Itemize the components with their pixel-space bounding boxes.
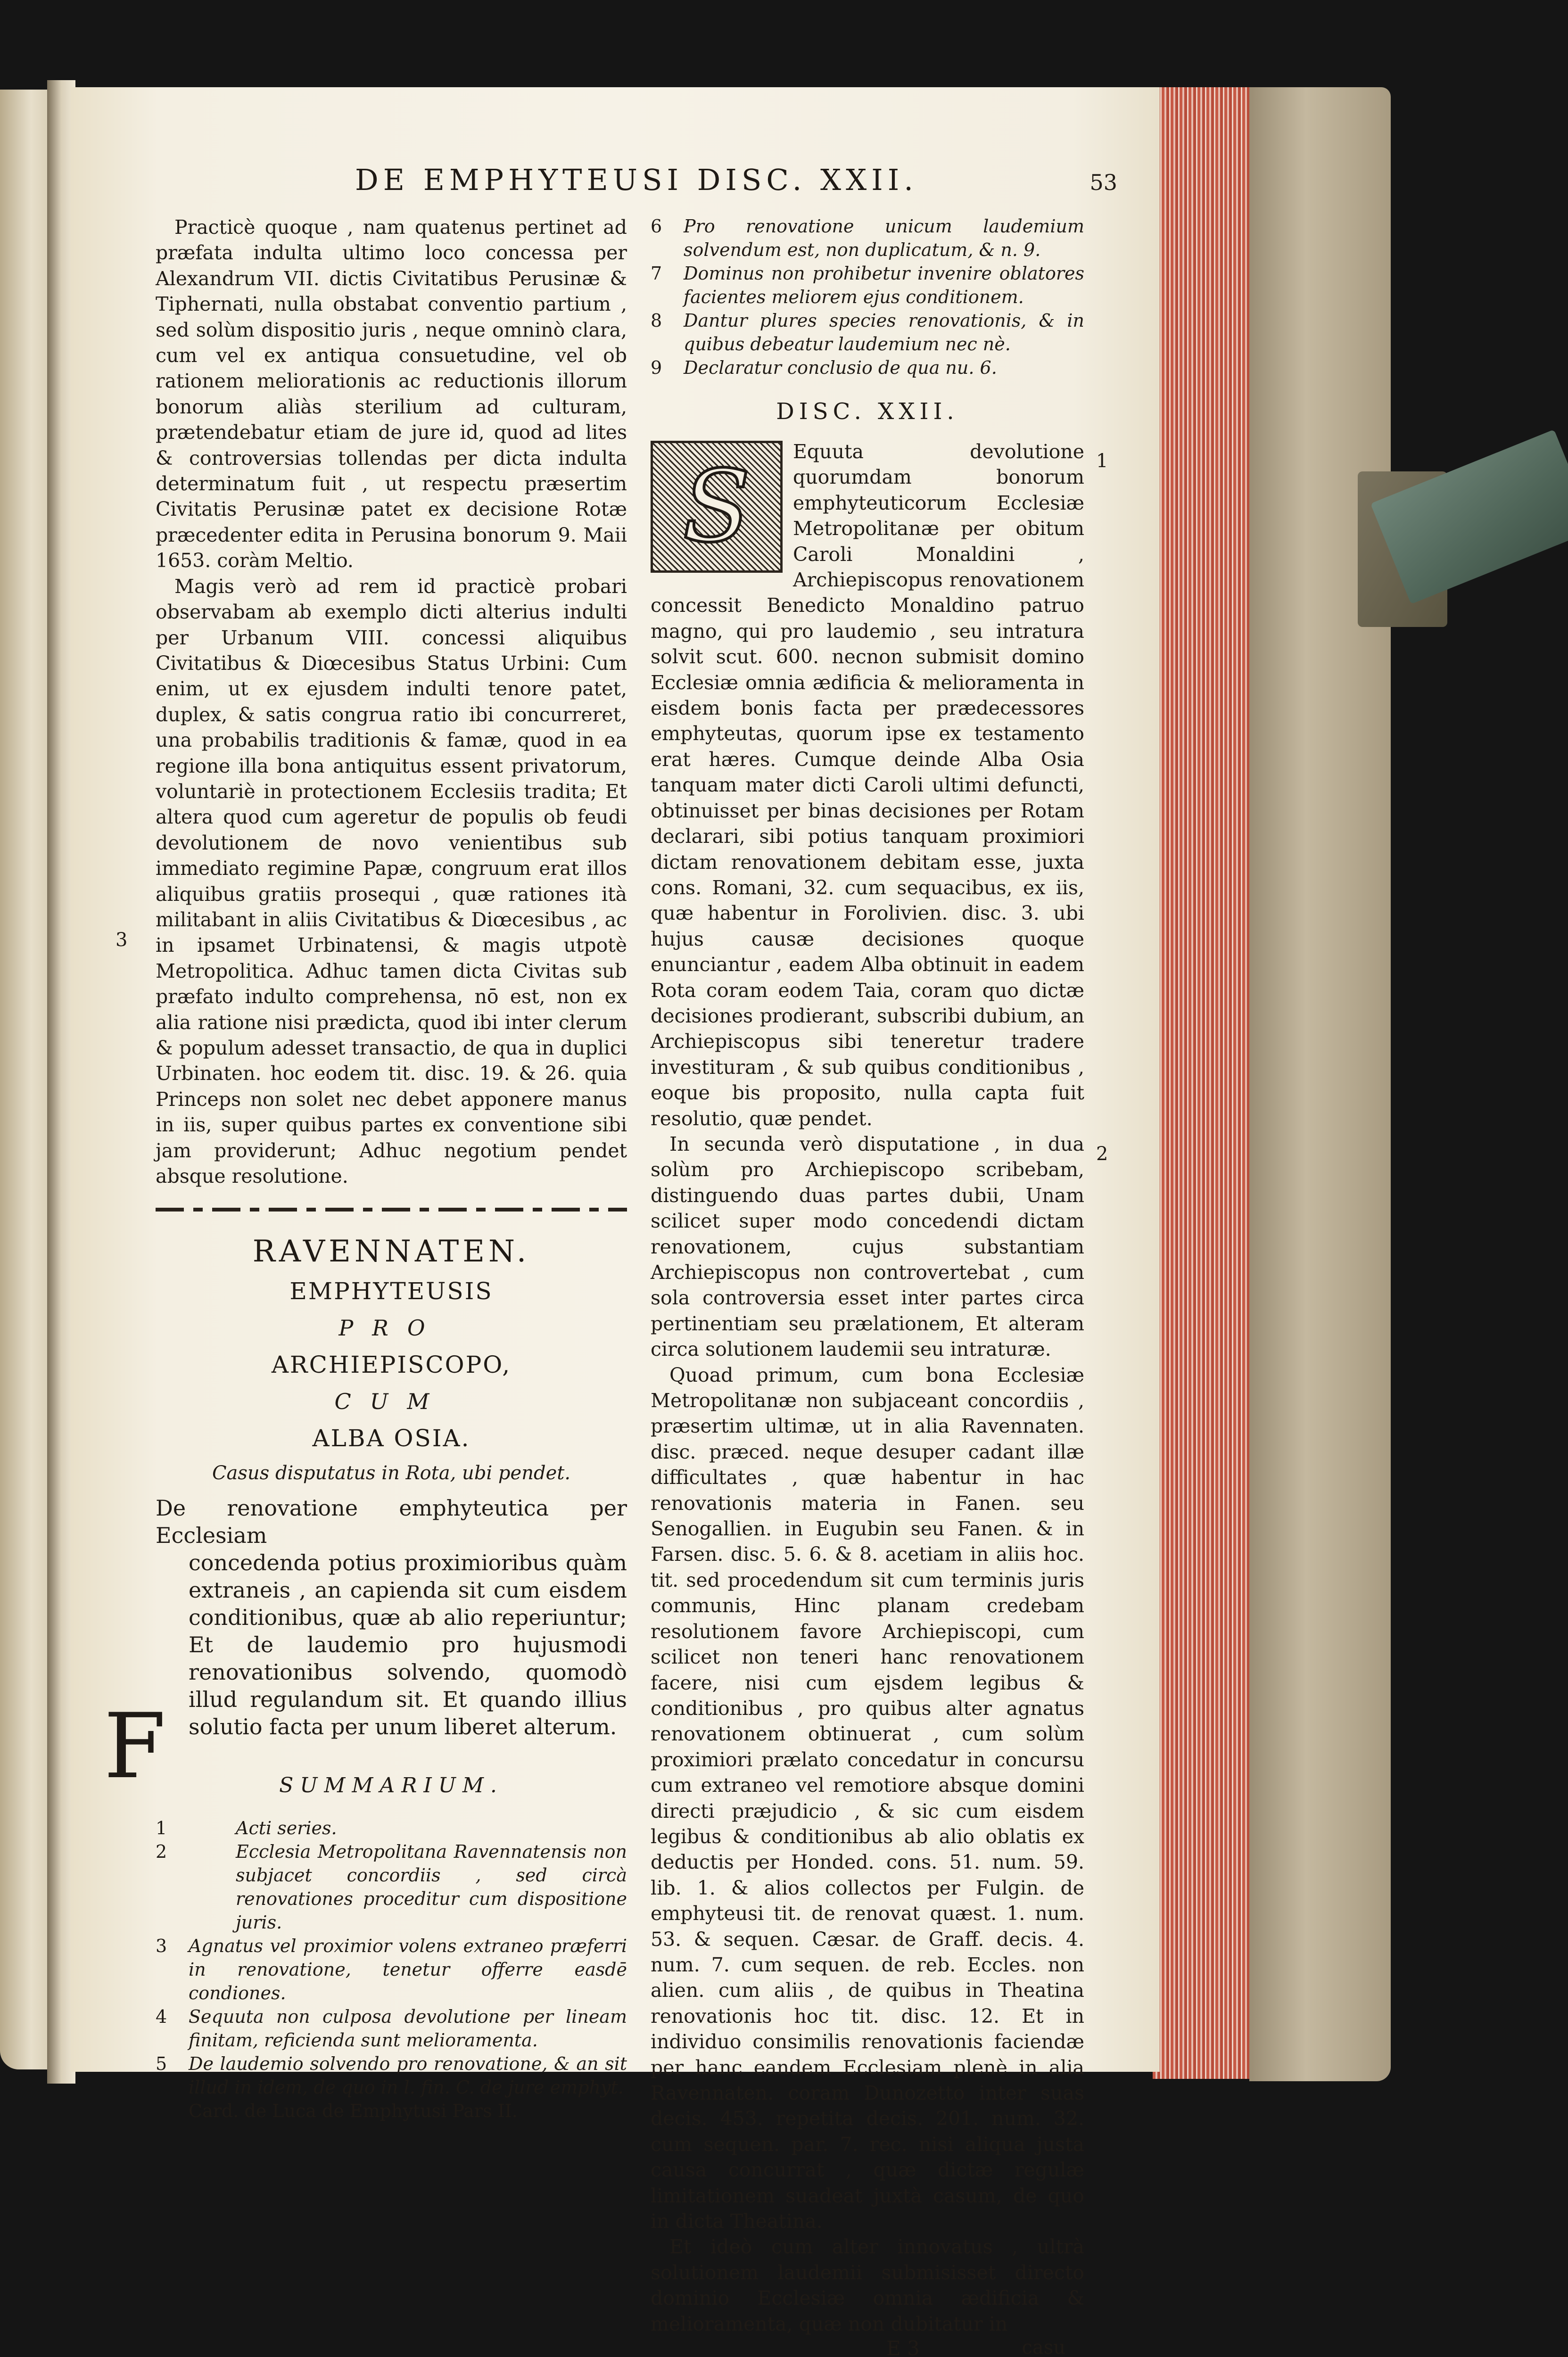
case-title-line: EMPHYTEUSIS	[289, 1277, 493, 1305]
case-title-line: ARCHIEPISCOPO,	[271, 1351, 512, 1379]
page-footer	[651, 2337, 1084, 2357]
summary-item	[651, 356, 1084, 379]
summary-item	[651, 309, 1084, 356]
paragraph: Practicè quoque , nam quatenus pertinet ad præfata indulta ultimo loco concessa per Alexandrum VII. dictis Civitatibus Perusinæ & Tiphernati, nulla obstabat conventio partium , sed solùm dispositio juris , neque omninò clara, cum vel ex antiqua consuetudine, vel ob rationem meliorationis ac reductionis illorum bonorum aliàs sterilium ad culturam, prætendebatur etiam de jure id, quod ad lites & controversias tollendas per dicta indulta determinatum fuit , ut respectu præsertim Civitatis Perusinæ patet ex decisione Rotæ præcedenter edita in Perusina bonorum 9. Maii 1653. coràm Meltio.	[156, 216, 627, 572]
argument-first-line: De renovatione emphyteutica per Ecclesiam	[156, 1495, 627, 1549]
case-subtitle: Casus disputatus in Rota, ubi pendet.	[212, 1462, 571, 1484]
paragraph: Quoad primum, cum bona Ecclesiæ Metropolitanæ non subjaceant concordiis , præsertim ultimæ, ut in alia Ravennaten. disc. præced. neque desuper cadant illæ difficultates , quæ habentur in hac renovationis materia in Fanen. seu Senogallien. in Eugubin seu Fanen. & in Farsen. disc. 5. 6. & 8. acetiam in aliis hoc. tit. sed procedendum sit cum terminis juris communis, Hinc planam credebam resolutionem favore Archiepiscopi, cum scilicet non teneri hanc renovationem facere, nisi cum ejsdem legibus & conditionibus , pro quibus alter agnatus renovationem obtinuerat , cum solùm proximiori prælato concedatur in concursu cum extraneo vel remotiore absque domini directi præjudicio , & sic cum eisdem legibus & conditionibus ab alio oblatis ex deductis per Honded. cons. 51. num. 59. lib. 1. & alios collectos per Fulgin. de emphyteusi tit. de renovat quæst. 1. num. 53. & sequen. Cæsar. de Graff. decis. 4. num. 7. cum sequen. de reb. Eccles. non alien. cum aliis , de quibus in Theatina renovationis hoc tit. disc. 12. Et in individuo consimilis renovationis faciendæ per hanc eandem Ecclesiam plenè in alia Ravennaten. coram Dunozetto inter suas decis. 453. repetita decis. 201. num. 32. cum sequen. par. 7. rec. nisi aliqua justa causa concurrat , quæ dictæ regulæ limitationem suadeat juxtà casum, de quo in dicta Theatina.	[651, 1363, 1084, 2233]
margin-number: 1	[1096, 450, 1108, 472]
summary-number: 7	[651, 263, 662, 284]
summary-text: Agnatus vel proximior volens extraneo præferri in renovatione, tenetur offerre easdē condiones.	[189, 1936, 627, 2004]
paragraph: In secunda verò disputatione , in dua solùm pro Archiepiscopo scribebam, distinguendo duas partes dubii, Unam scilicet super modo concedendi dictam renovationem, cujus substantiam Archiepiscopus non controvertebat , cum sola controversia esset inter partes circa pertinentiam seu prælationem, Et alteram circa solutionem laudemii seu intraturæ.	[651, 1132, 1084, 1361]
summary-item	[156, 1840, 627, 1934]
right-column	[651, 214, 1108, 2357]
summary-number: 2	[156, 1841, 167, 1863]
book-board	[1249, 87, 1391, 2081]
argument-rest: concedenda potius proximioribus quàm extraneis , an capienda sit cum eisdem conditionibus, quæ ab alio reperiuntur; Et de laudemio pro hujusmodi renovationibus solvendo, quomodò illud regulandum sit. Et quando illius solutio facta per unum liberet alterum.	[189, 1550, 627, 1740]
left-column	[116, 214, 627, 2123]
summary-heading: SUMMARIUM.	[279, 1773, 503, 1798]
summary-text: Declaratur conclusio de qua nu. 6.	[684, 357, 997, 378]
summary-text: Dantur plures species renovationis, & in quibus debeatur laudemium nec nè.	[684, 310, 1084, 354]
summary-number: 3	[156, 1936, 167, 1957]
paragraph: Equuta devolutione quorumdam bonorum emphyteuticorum Ecclesiæ Metropolitanæ per obitum Caroli Monaldini , Archiepiscopus renovationem concessit Benedicto Monaldino patruo magno, qui pro laudemio , seu intratura solvit scut. 600. necnon submisit domino Ecclesiæ omnia ædificia & melioramenta in eisdem bonis facta per prædecessores emphyteutas, quorum ipse ex testamento erat hæres. Cumque deinde Alba Osia tanquam mater dicti Caroli ultimi defuncti, obtinuisset per binas decisiones per Rotam declarari, sibi potius tanquam proximiori dictam renovationem debitam esse, juxta cons. Romani, 32. cum sequacibus, ex iis, quæ habentur in Forolivien. disc. 3. ubi hujus causæ decisiones quoque enunciantur , eadem Alba obtinuit in eadem Rota coram eodem Taia, coram quo dictæ decisiones prodierant, subscribi dubium, an Archiepiscopus sibi teneretur tradere investituram , & sub quibus conditionibus , eoque bis proposito, nulla capta fuit resolutio, quæ pendet.	[651, 440, 1084, 1130]
case-title-line: PRO	[338, 1315, 444, 1341]
summary-item	[156, 1816, 627, 1840]
summary-number: 5	[156, 2053, 167, 2075]
summary-number: 8	[651, 310, 662, 331]
running-head: DE EMPHYTEUSI DISC. XXII.	[355, 163, 918, 197]
summary-number: 1	[156, 1818, 167, 1839]
paragraph: Magis verò ad rem id practicè probari observabam ab exemplo dicti alterius indulti per Urbanum VIII. concessi aliquibus Civitatibus & Diœcesibus Status Urbini: Cum enim, ut ex ejusdem indulti tenore patet, duplex, & satis congrua ratio ibi concurreret, una probabilis traditionis & famæ, quod in ea regione illa bona antiquitus essent privatorum, voluntariè in protectionem Ecclesiis tradita; Et altera quod cum ageretur de populis ob feudi devolutionem de novo venientibus sub immediato regimine Papæ, congruum erat illos aliquibus gratiis prosequi , quæ rationes ità militabant in aliis Civitatibus & Diœcesibus , ac in ipsamet Urbinatensi, & magis utpotè Metropolitica. Adhuc tamen dicta Civitas sub præfato indulto comprehensa, nō est, non ex alia ratione nisi prædicta, quod ibi inter clerum & populum adesset transactio, de qua in duplici Urbinaten. hoc eodem tit. disc. 19. & 26. quia Princeps non solet nec debet apponere manus in iis, super quibus partes ex conventione sibi jam providerunt; Adhuc negotium pendet absque resolutione.	[156, 575, 627, 1188]
case-title-line: RAVENNATEN.	[252, 1234, 530, 1269]
summary-text: Acti series.	[236, 1818, 337, 1839]
summary-number: 9	[651, 357, 662, 378]
summary-item	[651, 262, 1084, 309]
initial-letter: S	[683, 449, 751, 564]
drop-capital: F	[104, 1694, 166, 1798]
page-number: 53	[1089, 170, 1117, 195]
red-fore-edge	[1153, 87, 1255, 2079]
summary-item	[156, 2005, 627, 2052]
margin-number: 2	[1096, 1143, 1108, 1165]
case-title-line: ALBA OSIA.	[312, 1425, 470, 1452]
summary-number: 6	[651, 216, 662, 237]
case-argument	[156, 1494, 627, 1740]
summary-item	[651, 214, 1084, 262]
paragraph: Et ideò cum alter innovatus , ultrà solutionem laudemii submisisset directo dominio Ecclesiæ omnia ædificia & melioramenta, quæ non dubitatur in	[651, 2235, 1084, 2335]
facing-page-edge	[0, 90, 52, 2069]
section-divider	[156, 1208, 627, 1211]
volume-signature: Card. de Luca de Emphytusi Pars II.	[189, 2101, 518, 2122]
summary-number: 4	[156, 2006, 167, 2027]
signature-mark: E 3	[886, 2337, 920, 2357]
summary-item	[156, 1934, 627, 2005]
summary-text: Pro renovatione unicum laudemium solvendum est, non duplicatum, & n. 9.	[684, 216, 1084, 260]
discourse-heading: DISC. XXII.	[776, 398, 959, 425]
summary-text: Ecclesia Metropolitana Ravennatensis non subjacet concordiis , sed circà renovationes proceditur cum dispositione juris.	[236, 1841, 627, 1933]
summary-text: Dominus non prohibetur invenire oblatores facientes meliorem ejus conditionem.	[684, 263, 1084, 307]
case-title-line: CUM	[334, 1389, 448, 1415]
summary-item	[156, 2052, 627, 2099]
margin-number: 3	[116, 929, 128, 951]
catchword: casu	[1022, 2337, 1065, 2357]
summary-text: De laudemio solvendo pro renovatione, & an sit illud in idem, de quo in l. fin. C. de jure emphyt.	[189, 2053, 627, 2098]
clasp-strap	[1370, 429, 1568, 604]
summary-text: Sequuta non culposa devolutione per lineam finitam, reficienda sunt melioramenta.	[189, 2006, 627, 2051]
printed-page	[71, 87, 1160, 2357]
ornamental-initial	[651, 441, 783, 573]
